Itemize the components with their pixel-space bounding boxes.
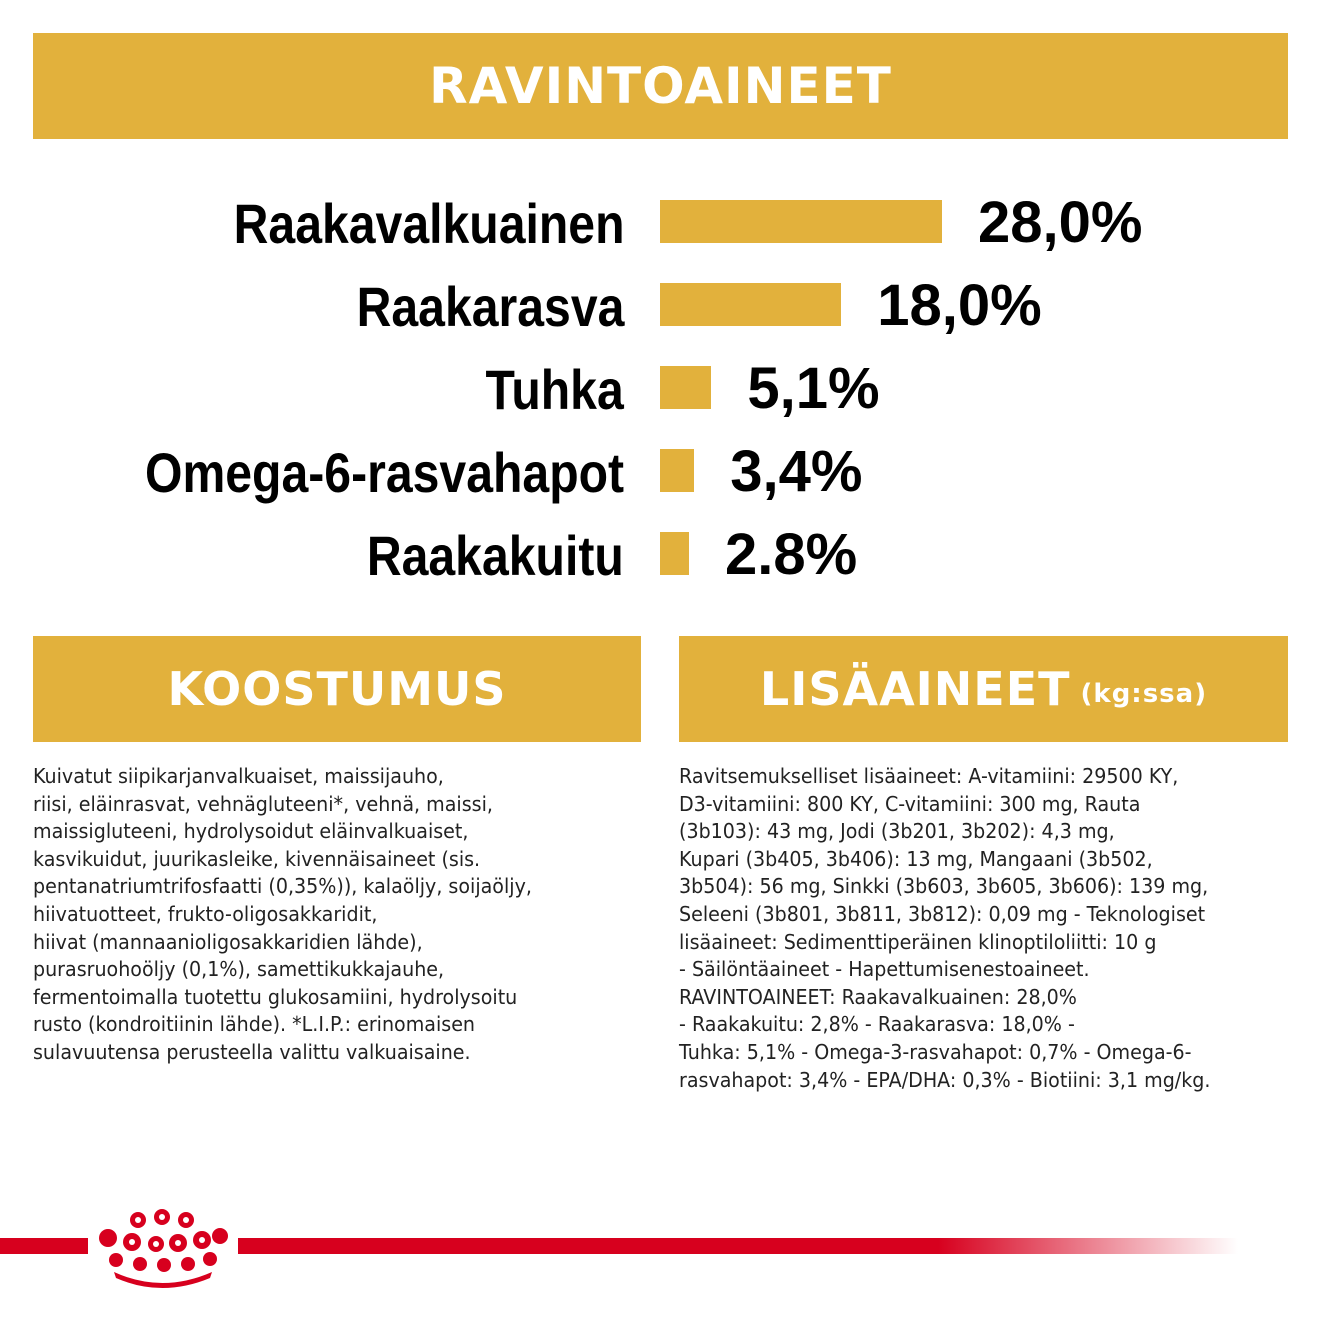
nutrient-value: 18,0% [877, 273, 1042, 338]
nutrient-label: Raakavalkuainen [233, 192, 624, 255]
additives-line: - Säilöntäaineet - Hapettumisenestoaineet. [679, 957, 1090, 982]
nutrient-value: 3,4% [730, 439, 863, 504]
composition-line: pentanatriumtrifosfaatti (0,35%)), kalaöljy, soijaöljy, [33, 874, 532, 899]
nutrient-bar [660, 283, 841, 326]
nutrient-value: 28,0% [977, 190, 1143, 255]
additives-line: D3-vitamiini: 800 KY, C-vitamiini: 300 mg, Rauta [679, 791, 1141, 816]
additives-text [679, 763, 1210, 1094]
composition-line: Kuivatut siipikarjanvalkuaiset, maissijauho, [33, 764, 444, 788]
nutrients-title: RAVINTOAINEET [429, 57, 892, 115]
composition-line: kasvikuidut, juurikasleike, kivennäisaineet (sis. [33, 846, 481, 871]
additives-line: Seleeni (3b801, 3b811, 3b812): 0,09 mg - Teknologiset [679, 901, 1206, 926]
footer-red-line-left [0, 1238, 88, 1254]
composition-text [33, 763, 532, 1067]
additives-title: LISÄAINEET [759, 662, 1071, 716]
additives-line: (3b103): 43 mg, Jodi (3b201, 3b202): 4,3 mg, [679, 819, 1115, 844]
additives-title-suffix: (kg:ssa) [1080, 679, 1208, 709]
additives-line: - Raakakuitu: 2,8% - Raakarasva: 18,0% - [679, 1012, 1075, 1037]
additives-line: Ravitsemukselliset lisäaineet: A-vitamiini: 29500 KY, [679, 764, 1179, 788]
footer-red-line-right [238, 1238, 1238, 1254]
additives-line: RAVINTOAINEET: Raakavalkuainen: 28,0% [679, 984, 1077, 1009]
nutrients-header-banner [33, 33, 1288, 139]
additives-line: lisäaineet: Sedimenttiperäinen klinoptiloliitti: 10 g [679, 929, 1157, 954]
composition-line: fermentoimalla tuotettu glukosamiini, hydrolysoitu [33, 984, 518, 1009]
composition-line: rusto (kondroitiinin lähde). *L.I.P.: erinomaisen [33, 1012, 476, 1037]
royal-canin-crown-icon [92, 1208, 232, 1288]
nutrient-label: Raakakuitu [367, 524, 624, 587]
nutrient-bar [660, 200, 942, 243]
composition-header-banner [33, 636, 641, 742]
additives-header-banner [679, 636, 1288, 742]
composition-line: hiivatuotteet, frukto-oligosakkaridit, [33, 901, 378, 926]
nutrient-value: 5,1% [747, 356, 880, 421]
composition-line: sulavuutensa perusteella valittu valkuaisaine. [33, 1039, 471, 1064]
nutrient-bar [660, 532, 689, 575]
composition-title: KOOSTUMUS [167, 662, 507, 716]
nutrient-bar [660, 366, 711, 409]
composition-line: purasruohoöljy (0,1%), samettikukkajauhe, [33, 957, 445, 982]
composition-line: hiivat (mannaanioligosakkaridien lähde), [33, 929, 423, 954]
nutrient-label: Tuhka [485, 358, 624, 421]
brand-footer [0, 1200, 1320, 1290]
nutrient-label: Raakarasva [356, 275, 624, 338]
additives-line: Kupari (3b405, 3b406): 13 mg, Mangaani (3b502, [679, 846, 1153, 871]
additives-line: Tuhka: 5,1% - Omega-3-rasvahapot: 0,7% - Omega-6- [679, 1039, 1192, 1064]
composition-line: riisi, eläinrasvat, vehnägluteeni*, vehnä, maissi, [33, 791, 493, 816]
additives-line: 3b504): 56 mg, Sinkki (3b603, 3b605, 3b606): 139 mg, [679, 874, 1209, 899]
composition-line: maissigluteeni, hydrolysoidut eläinvalkuaiset, [33, 819, 469, 844]
nutrient-label: Omega-6-rasvahapot [144, 441, 624, 504]
nutrient-bar [660, 449, 694, 492]
additives-line: rasvahapot: 3,4% - EPA/DHA: 0,3% - Biotiini: 3,1 mg/kg. [679, 1067, 1211, 1092]
nutrient-value: 2.8% [725, 522, 858, 587]
